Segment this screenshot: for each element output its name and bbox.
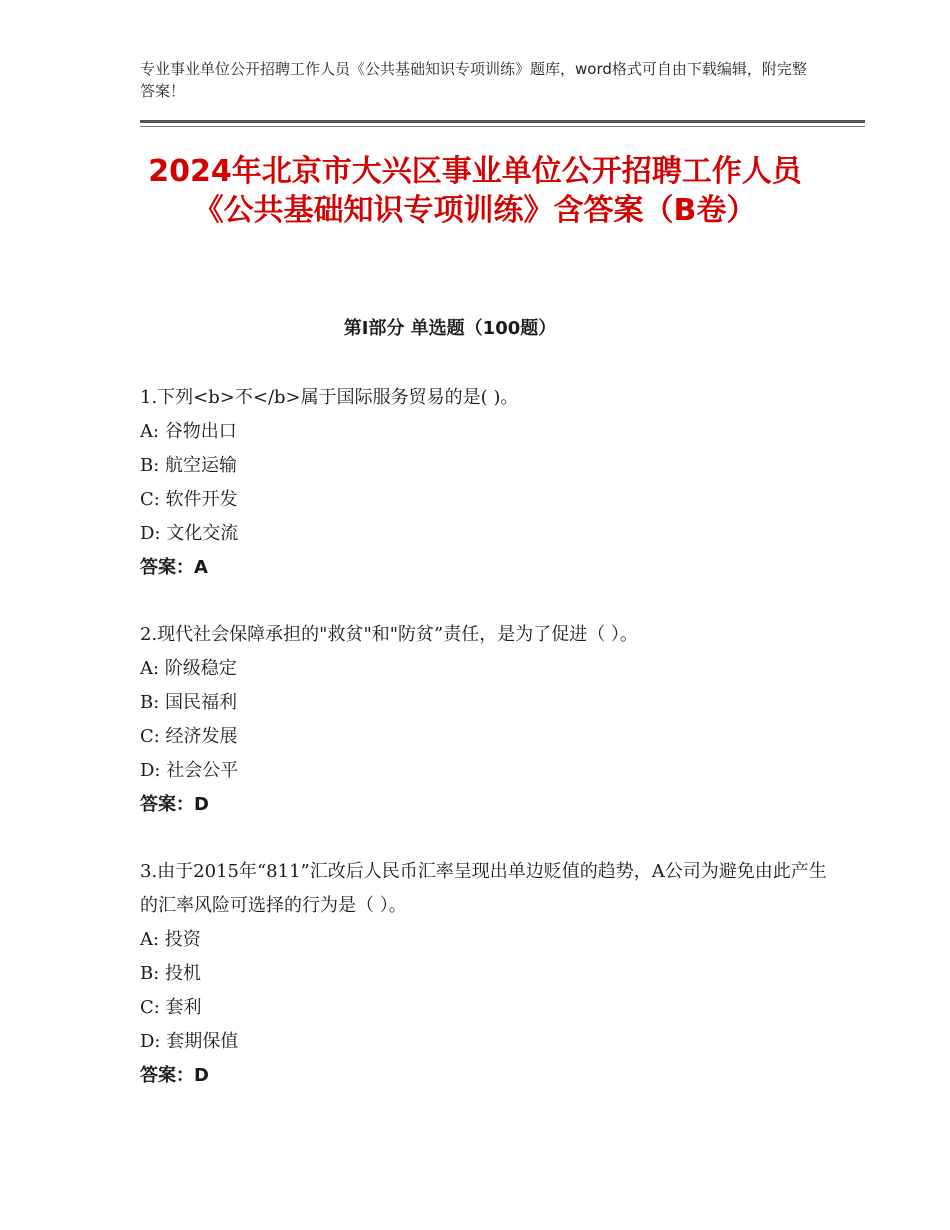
- option-b: B: 国民福利: [140, 692, 238, 713]
- question-stem: 2.现代社会保障承担的"救贫"和"防贫”责任，是为了促进（ ）。: [140, 624, 638, 645]
- header-divider-thin: [140, 126, 865, 127]
- answer-label: 答案：A: [140, 557, 208, 578]
- option-c: C: 软件开发: [140, 489, 238, 510]
- option-d: D: 社会公平: [140, 760, 239, 781]
- option-d: D: 套期保值: [140, 1031, 239, 1052]
- answer-label: 答案：D: [140, 1065, 209, 1086]
- option-b: B: 航空运输: [140, 455, 238, 476]
- option-d: D: 文化交流: [140, 523, 239, 544]
- option-a: A: 阶级稳定: [140, 658, 237, 679]
- question-stem: 1.下列<b>不</b>属于国际服务贸易的是( )。: [140, 387, 519, 408]
- option-c: C: 套利: [140, 997, 202, 1018]
- question-stem: 3.由于2015年“811”汇改后人民币汇率呈现出单边贬值的趋势，A公司为避免由此产生的汇率风险可选择的行为是（ ）。: [140, 861, 827, 916]
- question-2: [140, 618, 830, 822]
- option-b: B: 投机: [140, 963, 202, 984]
- question-1: [140, 381, 830, 585]
- header-divider-thick: [140, 120, 865, 123]
- header-note: 专业事业单位公开招聘工作人员《公共基础知识专项训练》题库，word格式可自由下载编辑，附完整答案！: [140, 60, 807, 100]
- option-a: A: 谷物出口: [140, 421, 237, 442]
- document-title: 2024年北京市大兴区事业单位公开招聘工作人员《公共基础知识专项训练》含答案（B卷）: [148, 154, 802, 228]
- answer-label: 答案：D: [140, 794, 209, 815]
- option-c: C: 经济发展: [140, 726, 238, 747]
- option-a: A: 投资: [140, 929, 201, 950]
- section-heading: 第Ⅰ部分 单选题（100题）: [343, 318, 557, 339]
- question-list: [140, 381, 830, 1126]
- question-3: [140, 855, 830, 1093]
